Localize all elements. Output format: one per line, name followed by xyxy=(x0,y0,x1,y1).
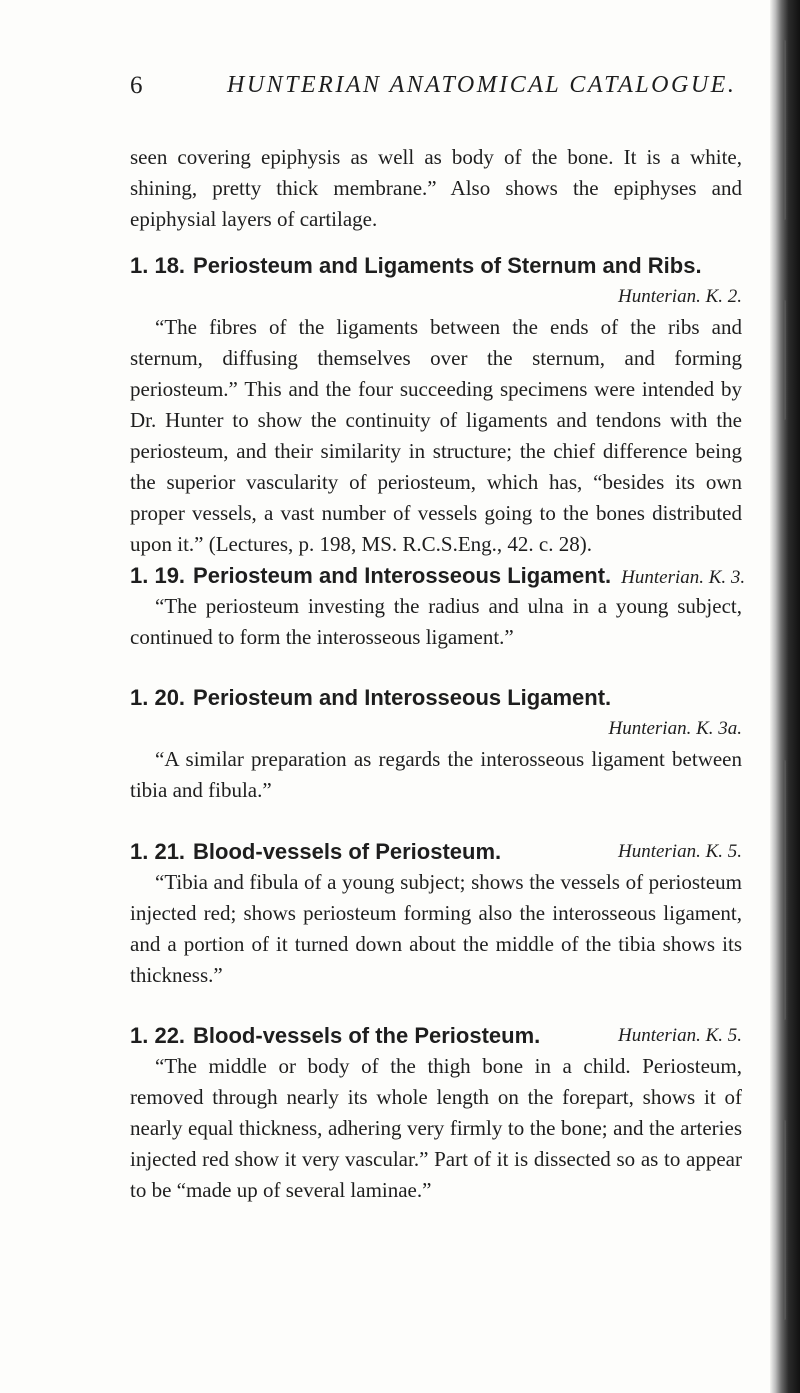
scan-edge-mark xyxy=(783,1120,786,1320)
entry-number: 1. 19. xyxy=(130,563,186,588)
scan-edge-mark xyxy=(783,40,786,220)
entry-heading xyxy=(130,560,746,591)
scan-edge-shadow xyxy=(770,0,800,1393)
entry-heading xyxy=(130,1020,742,1051)
entry-number: 1. 18. xyxy=(130,253,186,278)
entry-description: “Tibia and fibula of a young subject; shows the vessels of periosteum injected red; shows periosteum forming also the interosseous ligament, and a portion of it turned down about the middle of the tibia shows its thickness.” xyxy=(130,870,742,987)
entry-title: Blood-vessels of the Periosteum. xyxy=(193,1023,541,1048)
entry-description: “The periosteum investing the radius and ulna in a young subject, continued to form the interosseous ligament.” xyxy=(130,594,742,649)
entry-source: Hunterian. K. 2. xyxy=(617,286,742,307)
scan-edge-mark xyxy=(783,300,786,420)
entry-description: “The fibres of the ligaments between the ends of the ribs and sternum, diffusing themselves over the sternum, and forming periosteum.” This and the four succeeding specimens were intended by Dr. Hunter to show the continuity of ligaments and tendons with the periosteum, and their similarity in structure; the chief difference being the superior vascularity of periosteum, which has, “besides its own proper vessels, a vast number of vessels going to the bones distributed upon it.” (Lectures, p. 198, MS. R.C.S.Eng., 42. c. 28). xyxy=(130,315,742,556)
page-number: 6 xyxy=(130,72,143,99)
entry-heading xyxy=(130,836,742,867)
entry-source: Hunterian. K. 5. xyxy=(617,841,742,862)
entry-source: Hunterian. K. 5. xyxy=(617,1025,742,1046)
entry-source: Hunterian. K. 3. xyxy=(621,567,746,588)
entry-description: “A similar preparation as regards the interosseous ligament between tibia and fibula.” xyxy=(130,747,742,802)
entry-source-line xyxy=(130,713,742,744)
entry-number: 1. 20. xyxy=(130,685,186,710)
entry-description: “The middle or body of the thigh bone in a child. Periosteum, removed through nearly its whole length on the forepart, shows it of nearly equal thickness, adhering very firmly to the bone; and the arteries injected red show it very vascular.” Part of it is dissected so as to appear to be “made up of several laminae.” xyxy=(130,1054,742,1202)
entry-title: Periosteum and Interosseous Ligament. xyxy=(193,685,612,710)
intro-paragraph: seen covering epiphysis as well as body of the bone. It is a white, shining, pretty thick membrane.” Also shows the epiphyses and epiphysial layers of cartilage. xyxy=(130,145,742,231)
entry-title: Periosteum and Ligaments of Sternum and Ribs. xyxy=(193,253,702,278)
entry-number: 1. 22. xyxy=(130,1023,186,1048)
entry-source: Hunterian. K. 3a. xyxy=(608,718,742,739)
running-title: HUNTERIAN ANATOMICAL CATALOGUE. xyxy=(227,72,737,98)
entry-title: Blood-vessels of Periosteum. xyxy=(193,839,502,864)
scan-edge-mark xyxy=(783,760,786,1020)
page-header xyxy=(130,72,740,106)
entry-source-line xyxy=(130,281,742,312)
entry-heading xyxy=(130,250,742,281)
entry-number: 1. 21. xyxy=(130,839,186,864)
entry-title: Periosteum and Interosseous Ligament. xyxy=(193,563,612,588)
entry-heading xyxy=(130,682,742,713)
